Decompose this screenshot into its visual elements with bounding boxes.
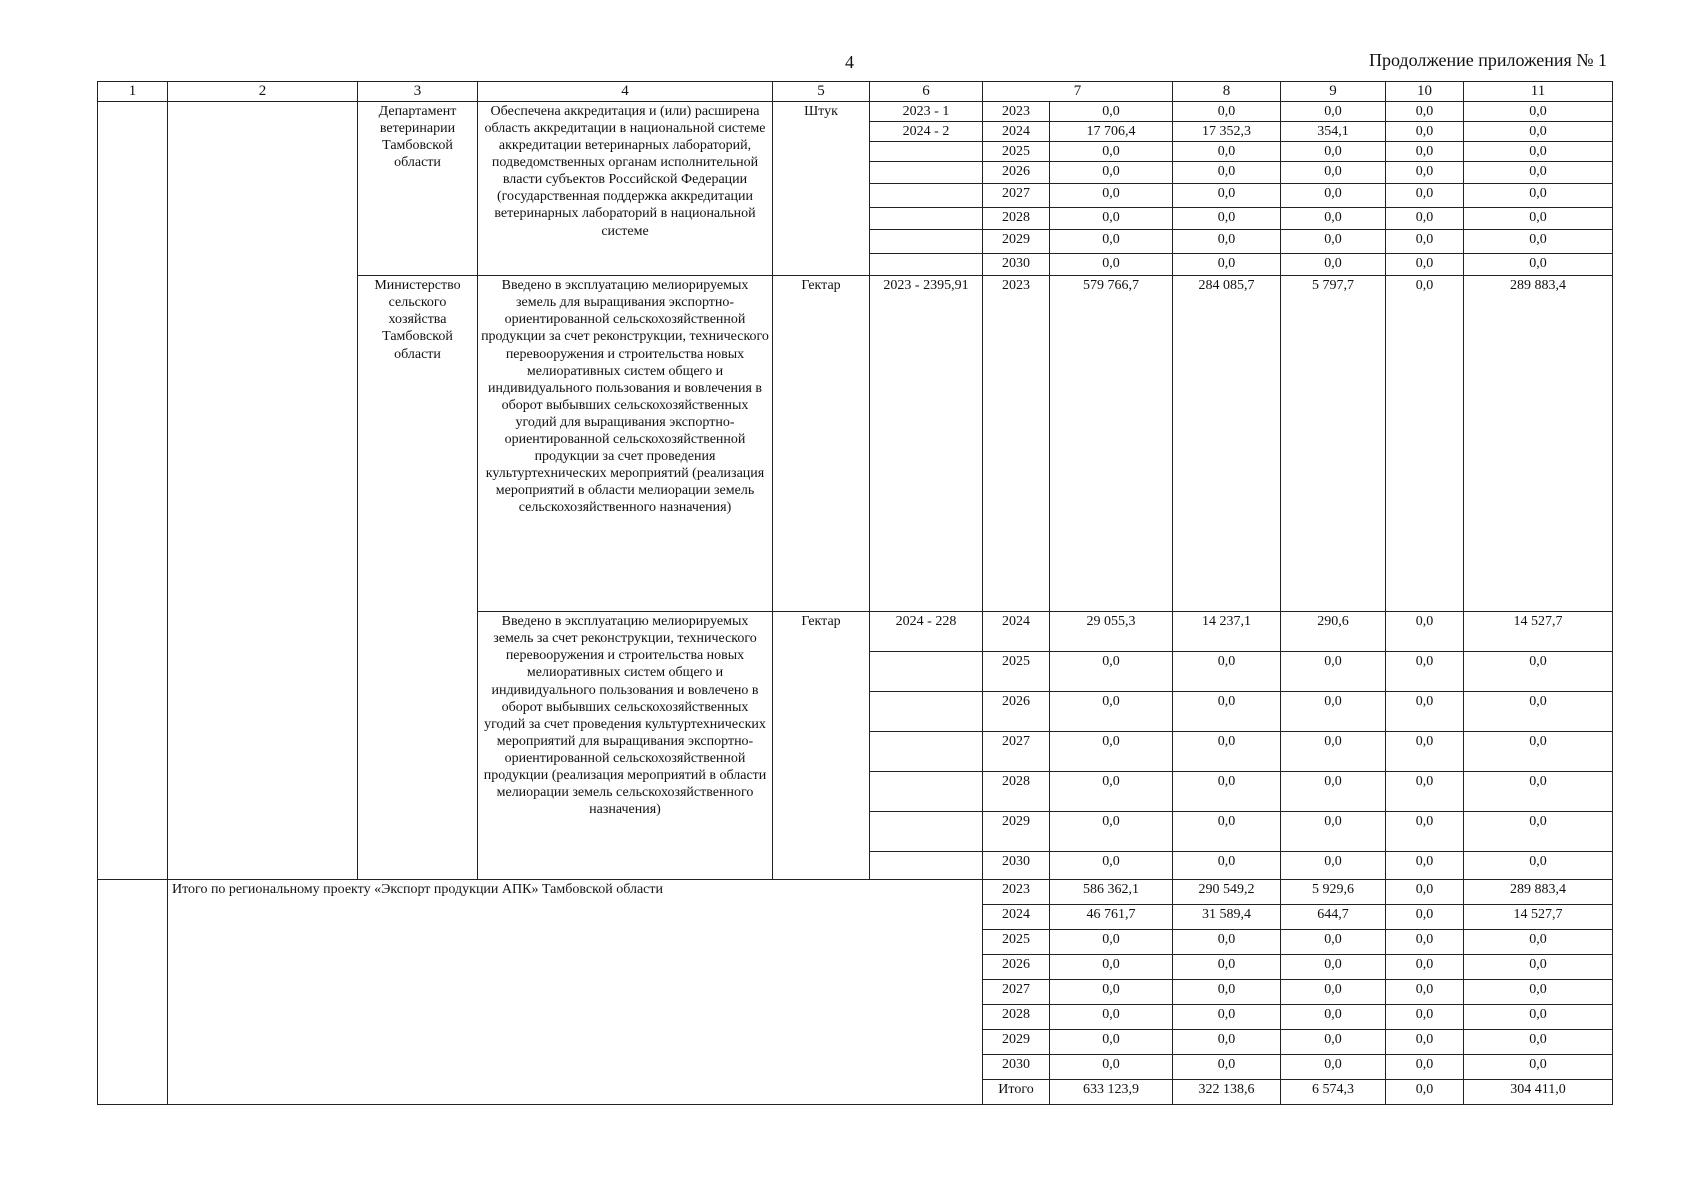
target-cell	[870, 652, 983, 692]
target-cell: 2023 - 1	[870, 102, 983, 122]
value-cell: 14 237,1	[1173, 612, 1281, 652]
value-cell: 0,0	[1386, 1030, 1464, 1055]
value-cell: 0,0	[1173, 102, 1281, 122]
year-cell: 2027	[983, 184, 1050, 208]
value-cell: 0,0	[1464, 1005, 1613, 1030]
value-cell: 0,0	[1386, 230, 1464, 254]
value-cell: 0,0	[1386, 980, 1464, 1005]
value-cell: 0,0	[1281, 652, 1386, 692]
continuation-label: Продолжение приложения № 1	[1368, 50, 1607, 70]
value-cell: 0,0	[1464, 980, 1613, 1005]
year-cell: 2026	[983, 955, 1050, 980]
value-cell: 0,0	[1464, 1030, 1613, 1055]
value-cell: 0,0	[1050, 162, 1173, 184]
value-cell: 0,0	[1464, 1055, 1613, 1080]
value-cell: 0,0	[1173, 772, 1281, 812]
value-cell: 0,0	[1050, 930, 1173, 955]
target-cell: 2024 - 228	[870, 612, 983, 652]
value-cell: 0,0	[1281, 1030, 1386, 1055]
value-cell: 0,0	[1464, 692, 1613, 732]
empty-cell	[98, 102, 168, 880]
value-cell: 0,0	[1464, 772, 1613, 812]
header-cell: 6	[870, 82, 983, 102]
value-cell: 322 138,6	[1173, 1080, 1281, 1105]
appendix-table	[97, 81, 1613, 1105]
value-cell: 0,0	[1050, 102, 1173, 122]
value-cell: 0,0	[1281, 208, 1386, 230]
value-cell: 0,0	[1464, 102, 1613, 122]
value-cell: 0,0	[1173, 1055, 1281, 1080]
target-cell	[870, 852, 983, 880]
value-cell: 0,0	[1464, 184, 1613, 208]
value-cell: 0,0	[1173, 692, 1281, 732]
value-cell: 290,6	[1281, 612, 1386, 652]
value-cell: 0,0	[1050, 692, 1173, 732]
department-agri: Министерство сельского хозяйства Тамбовской области	[358, 276, 478, 880]
value-cell: 0,0	[1386, 812, 1464, 852]
value-cell: 0,0	[1050, 1030, 1173, 1055]
value-cell: 0,0	[1050, 254, 1173, 276]
header-cell: 5	[773, 82, 870, 102]
target-cell	[870, 230, 983, 254]
value-cell: 0,0	[1173, 184, 1281, 208]
value-cell: 0,0	[1464, 122, 1613, 142]
value-cell: 0,0	[1173, 732, 1281, 772]
page-number: 4	[845, 52, 854, 72]
value-cell: 633 123,9	[1050, 1080, 1173, 1105]
value-cell: 0,0	[1386, 905, 1464, 930]
value-cell: 0,0	[1173, 930, 1281, 955]
year-cell: 2024	[983, 905, 1050, 930]
value-cell: 0,0	[1386, 930, 1464, 955]
value-cell: 0,0	[1173, 980, 1281, 1005]
value-cell: 0,0	[1050, 772, 1173, 812]
year-cell: 2028	[983, 208, 1050, 230]
empty-cell	[98, 880, 168, 1105]
value-cell: 644,7	[1281, 905, 1386, 930]
target-cell	[870, 812, 983, 852]
value-cell: 0,0	[1281, 812, 1386, 852]
value-cell: 0,0	[1386, 1055, 1464, 1080]
value-cell: 0,0	[1050, 208, 1173, 230]
header-cell: 4	[478, 82, 773, 102]
value-cell: 0,0	[1173, 1005, 1281, 1030]
result-description: Введено в эксплуатацию мелиорируемых земель за счет реконструкции, технического перевооружения и строительства новых мелиоративных систем общего и индивидуального пользования и вовлечено в оборот выбывших сельскохозяйственных угодий за счет проведения культуртехнических мероприятий для выращивания экспортно-ориентированной сельскохозяйственной продукции (реализация мероприятий в области мелиорации земель сельскохозяйственного назначения)	[478, 612, 773, 880]
value-cell: 0,0	[1050, 812, 1173, 852]
value-cell: 0,0	[1464, 852, 1613, 880]
value-cell: 289 883,4	[1464, 880, 1613, 905]
target-cell	[870, 692, 983, 732]
value-cell: 0,0	[1050, 980, 1173, 1005]
target-cell	[870, 208, 983, 230]
year-cell: 2029	[983, 230, 1050, 254]
value-cell: 0,0	[1050, 230, 1173, 254]
value-cell: 5 929,6	[1281, 880, 1386, 905]
value-cell: 0,0	[1386, 1005, 1464, 1030]
value-cell: 0,0	[1173, 812, 1281, 852]
header-cell: 2	[168, 82, 358, 102]
year-cell: 2025	[983, 930, 1050, 955]
value-cell: 6 574,3	[1281, 1080, 1386, 1105]
year-cell: 2030	[983, 254, 1050, 276]
value-cell: 0,0	[1281, 772, 1386, 812]
year-cell: 2030	[983, 1055, 1050, 1080]
year-cell: 2029	[983, 1030, 1050, 1055]
value-cell: 0,0	[1281, 1005, 1386, 1030]
value-cell: 0,0	[1464, 254, 1613, 276]
value-cell: 0,0	[1386, 652, 1464, 692]
value-cell: 0,0	[1386, 880, 1464, 905]
target-cell	[870, 772, 983, 812]
year-cell: Итого	[983, 1080, 1050, 1105]
value-cell: 0,0	[1281, 732, 1386, 772]
value-cell: 0,0	[1464, 732, 1613, 772]
unit-cell: Штук	[773, 102, 870, 276]
value-cell: 0,0	[1050, 732, 1173, 772]
value-cell: 290 549,2	[1173, 880, 1281, 905]
value-cell: 0,0	[1281, 1055, 1386, 1080]
value-cell: 0,0	[1281, 230, 1386, 254]
value-cell: 0,0	[1173, 1030, 1281, 1055]
value-cell: 31 589,4	[1173, 905, 1281, 930]
target-cell: 2024 - 2	[870, 122, 983, 142]
year-cell: 2023	[983, 102, 1050, 122]
value-cell: 0,0	[1386, 692, 1464, 732]
value-cell: 17 706,4	[1050, 122, 1173, 142]
value-cell: 0,0	[1173, 208, 1281, 230]
target-cell	[870, 142, 983, 162]
year-cell: 2024	[983, 612, 1050, 652]
value-cell: 0,0	[1386, 955, 1464, 980]
value-cell: 0,0	[1050, 1005, 1173, 1030]
year-cell: 2023	[983, 276, 1050, 612]
value-cell: 0,0	[1050, 1055, 1173, 1080]
year-cell: 2027	[983, 732, 1050, 772]
header-row	[98, 82, 1613, 102]
value-cell: 0,0	[1281, 930, 1386, 955]
value-cell: 0,0	[1173, 955, 1281, 980]
value-cell: 0,0	[1050, 184, 1173, 208]
department-vet: Департамент ветеринарии Тамбовской области	[358, 102, 478, 276]
target-cell: 2023 - 2395,91	[870, 276, 983, 612]
unit-cell: Гектар	[773, 612, 870, 880]
value-cell: 0,0	[1464, 812, 1613, 852]
value-cell: 0,0	[1386, 162, 1464, 184]
value-cell: 5 797,7	[1281, 276, 1386, 612]
value-cell: 304 411,0	[1464, 1080, 1613, 1105]
header-cell: 10	[1386, 82, 1464, 102]
year-cell: 2024	[983, 122, 1050, 142]
value-cell: 0,0	[1050, 955, 1173, 980]
value-cell: 0,0	[1386, 142, 1464, 162]
header-cell: 1	[98, 82, 168, 102]
value-cell: 0,0	[1386, 1080, 1464, 1105]
year-cell: 2026	[983, 692, 1050, 732]
header-cell: 8	[1173, 82, 1281, 102]
header-cell: 11	[1464, 82, 1613, 102]
year-cell: 2028	[983, 772, 1050, 812]
value-cell: 0,0	[1050, 142, 1173, 162]
value-cell: 0,0	[1281, 852, 1386, 880]
value-cell: 0,0	[1281, 162, 1386, 184]
value-cell: 0,0	[1281, 102, 1386, 122]
value-cell: 0,0	[1386, 208, 1464, 230]
value-cell: 0,0	[1464, 652, 1613, 692]
value-cell: 0,0	[1281, 254, 1386, 276]
result-description: Введено в эксплуатацию мелиорируемых земель для выращивания экспортно-ориентированной сельскохозяйственной продукции за счет реконструкции, технического перевооружения и строительства новых мелиоративных систем общего и индивидуального пользования и вовлечения в оборот выбывших сельскохозяйственных угодий для выращивания экспортно-ориентированной сельскохозяйственной продукции за счет проведения культуртехнических мероприятий (реализация мероприятий в области мелиорации земель сельскохозяйственного назначения)	[478, 276, 773, 612]
value-cell: 0,0	[1173, 652, 1281, 692]
value-cell: 0,0	[1173, 162, 1281, 184]
value-cell: 0,0	[1281, 980, 1386, 1005]
value-cell: 0,0	[1464, 955, 1613, 980]
year-cell: 2026	[983, 162, 1050, 184]
value-cell: 284 085,7	[1173, 276, 1281, 612]
value-cell: 579 766,7	[1050, 276, 1173, 612]
value-cell: 0,0	[1386, 184, 1464, 208]
value-cell: 354,1	[1281, 122, 1386, 142]
year-cell: 2030	[983, 852, 1050, 880]
header-cell: 7	[983, 82, 1173, 102]
header-cell: 3	[358, 82, 478, 102]
value-cell: 0,0	[1464, 162, 1613, 184]
target-cell	[870, 732, 983, 772]
value-cell: 46 761,7	[1050, 905, 1173, 930]
value-cell: 0,0	[1464, 230, 1613, 254]
value-cell: 14 527,7	[1464, 612, 1613, 652]
value-cell: 586 362,1	[1050, 880, 1173, 905]
value-cell: 0,0	[1173, 230, 1281, 254]
value-cell: 14 527,7	[1464, 905, 1613, 930]
value-cell: 0,0	[1050, 852, 1173, 880]
target-cell	[870, 254, 983, 276]
value-cell: 0,0	[1386, 102, 1464, 122]
table-row	[98, 102, 1613, 122]
project-total-label: Итого по региональному проекту «Экспорт продукции АПК» Тамбовской области	[168, 880, 983, 1105]
year-cell: 2028	[983, 1005, 1050, 1030]
year-cell: 2023	[983, 880, 1050, 905]
value-cell: 29 055,3	[1050, 612, 1173, 652]
value-cell: 0,0	[1173, 254, 1281, 276]
value-cell: 0,0	[1386, 732, 1464, 772]
value-cell: 17 352,3	[1173, 122, 1281, 142]
value-cell: 0,0	[1386, 276, 1464, 612]
value-cell: 0,0	[1464, 930, 1613, 955]
table-row	[98, 880, 1613, 905]
value-cell: 0,0	[1386, 122, 1464, 142]
value-cell: 0,0	[1050, 652, 1173, 692]
value-cell: 0,0	[1386, 772, 1464, 812]
value-cell: 0,0	[1386, 254, 1464, 276]
year-cell: 2025	[983, 142, 1050, 162]
result-description: Обеспечена аккредитация и (или) расширена область аккредитации в национальной системе аккредитации ветеринарных лабораторий, подведомственных органам исполнительной власти субъектов Российской Федерации (государственная поддержка аккредитации ветеринарных лабораторий в национальной системе	[478, 102, 773, 276]
value-cell: 0,0	[1281, 955, 1386, 980]
value-cell: 0,0	[1464, 142, 1613, 162]
year-cell: 2025	[983, 652, 1050, 692]
empty-cell	[168, 102, 358, 880]
target-cell	[870, 184, 983, 208]
value-cell: 0,0	[1281, 184, 1386, 208]
value-cell: 289 883,4	[1464, 276, 1613, 612]
value-cell: 0,0	[1173, 852, 1281, 880]
value-cell: 0,0	[1386, 852, 1464, 880]
value-cell: 0,0	[1281, 692, 1386, 732]
target-cell	[870, 162, 983, 184]
value-cell: 0,0	[1386, 612, 1464, 652]
value-cell: 0,0	[1281, 142, 1386, 162]
value-cell: 0,0	[1464, 208, 1613, 230]
year-cell: 2029	[983, 812, 1050, 852]
value-cell: 0,0	[1173, 142, 1281, 162]
year-cell: 2027	[983, 980, 1050, 1005]
header-cell: 9	[1281, 82, 1386, 102]
unit-cell: Гектар	[773, 276, 870, 612]
